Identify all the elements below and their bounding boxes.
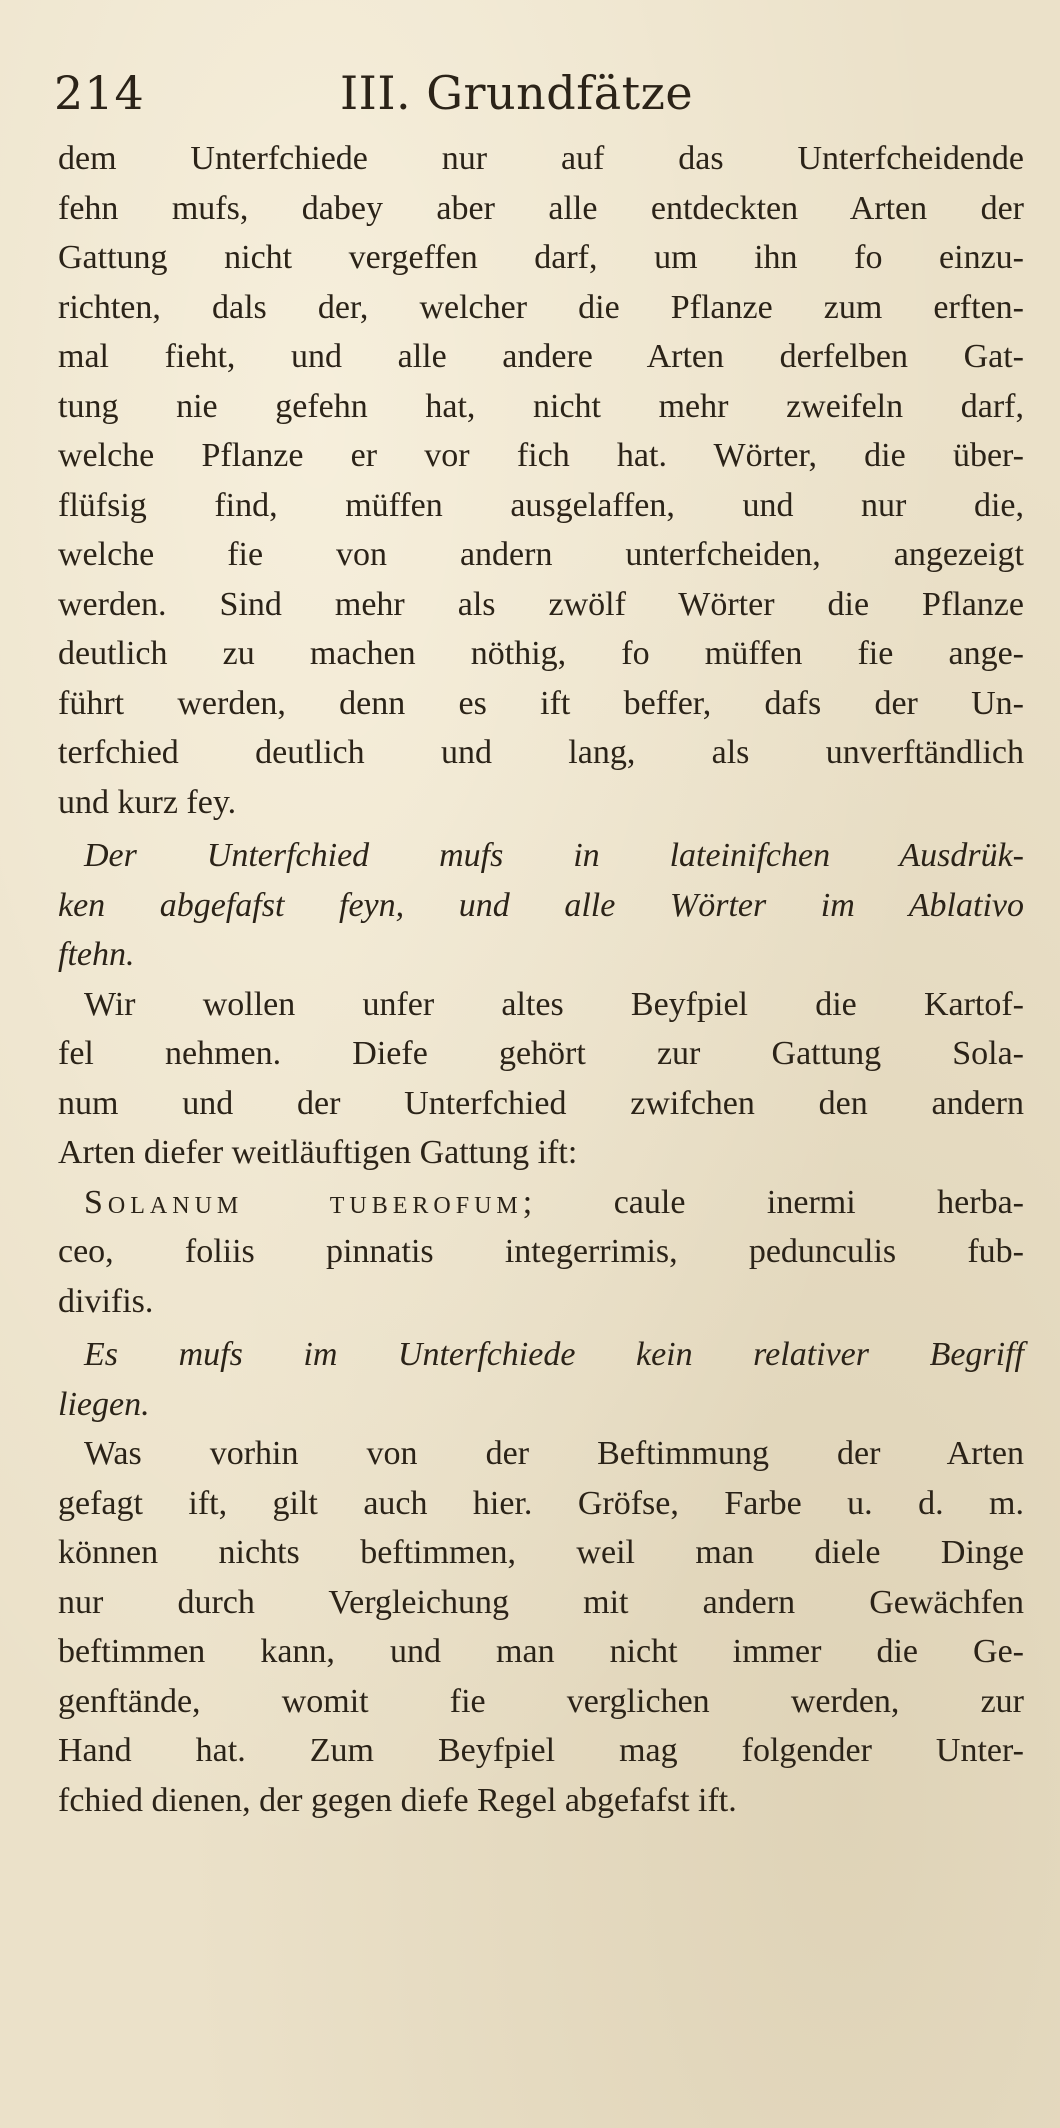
rule-heading-line: Der Unterfchied mufs in lateinifchen Ausdrük- [84, 837, 1024, 874]
species-description: ; caule inermi herba- [522, 1183, 1024, 1221]
text-line: gefagt ift, gilt auch hier. Gröfse, Farbe u. d. m. [58, 1484, 1024, 1522]
text-line: fehn mufs, dabey aber alle entdeckten Arten der [58, 189, 1024, 227]
text-line: und kurz fey. [58, 783, 237, 821]
text-line: Hand hat. Zum Beyfpiel mag folgender Unter- [58, 1732, 1024, 1769]
text-line: mal fieht, und alle andere Arten derfelben Gat- [58, 338, 1024, 375]
text-line: führt werden, denn es ift beffer, dafs der Un- [58, 684, 1024, 722]
species-name: Solanum tuberofum [84, 1183, 523, 1221]
body-text [58, 134, 1024, 1825]
text-line: welche Pflanze er vor fich hat. Wörter, die über- [58, 437, 1024, 474]
text-line: beftimmen kann, und man nicht immer die Ge- [58, 1633, 1024, 1670]
rule-heading-line: Es mufs im Unterfchiede kein relativer Begriff [84, 1336, 1024, 1373]
text-line: fchied dienen, der gegen diefe Regel abgefafst ift. [58, 1781, 737, 1819]
species-line [58, 1178, 1024, 1228]
text-line: tung nie gefehn hat, nicht mehr zweifeln darf, [58, 387, 1024, 425]
text-line: num und der Unterfchied zwifchen den andern [58, 1084, 1024, 1122]
running-head: III. Grundfätze [340, 66, 694, 120]
text-line: genftände, womit fie verglichen werden, zur [58, 1682, 1024, 1720]
text-line: divifis. [58, 1282, 154, 1320]
text-line: können nichts beftimmen, weil man diele Dinge [58, 1534, 1024, 1571]
text-line: nur durch Vergleichung mit andern Gewächfen [58, 1583, 1024, 1621]
page-number: 214 [54, 66, 145, 120]
text-line: Gattung nicht vergeffen darf, um ihn fo einzu- [58, 239, 1024, 276]
page-header [48, 58, 1008, 128]
text-line: werden. Sind mehr als zwölf Wörter die Pflanze [58, 585, 1024, 623]
text-line: fel nehmen. Diefe gehört zur Gattung Sola- [58, 1035, 1024, 1072]
rule-heading-line: liegen. [58, 1385, 150, 1423]
text-line: dem Unterfchiede nur auf das Unterfcheidende [58, 140, 1024, 177]
text-line: welche fie von andern unterfcheiden, angezeigt [58, 536, 1024, 573]
rule-heading-line: ken abgefafst feyn, und alle Wörter im Ablativo [58, 886, 1024, 924]
rule-heading-line: ftehn. [58, 936, 135, 973]
text-line: ceo, foliis pinnatis integerrimis, pedunculis fub- [58, 1233, 1024, 1270]
text-line: richten, dals der, welcher die Pflanze zum erften- [58, 288, 1024, 326]
text-line: deutlich zu machen nöthig, fo müffen fie ange- [58, 635, 1024, 672]
text-line: terfchied deutlich und lang, als unverftändlich [58, 734, 1024, 771]
text-line: flüfsig find, müffen ausgelaffen, und nur die, [58, 486, 1024, 524]
text-line: Wir wollen unfer altes Beyfpiel die Kartof- [84, 985, 1024, 1023]
text-line: Arten diefer weitläuftigen Gattung ift: [58, 1134, 578, 1171]
text-line: Was vorhin von der Beftimmung der Arten [84, 1435, 1024, 1472]
